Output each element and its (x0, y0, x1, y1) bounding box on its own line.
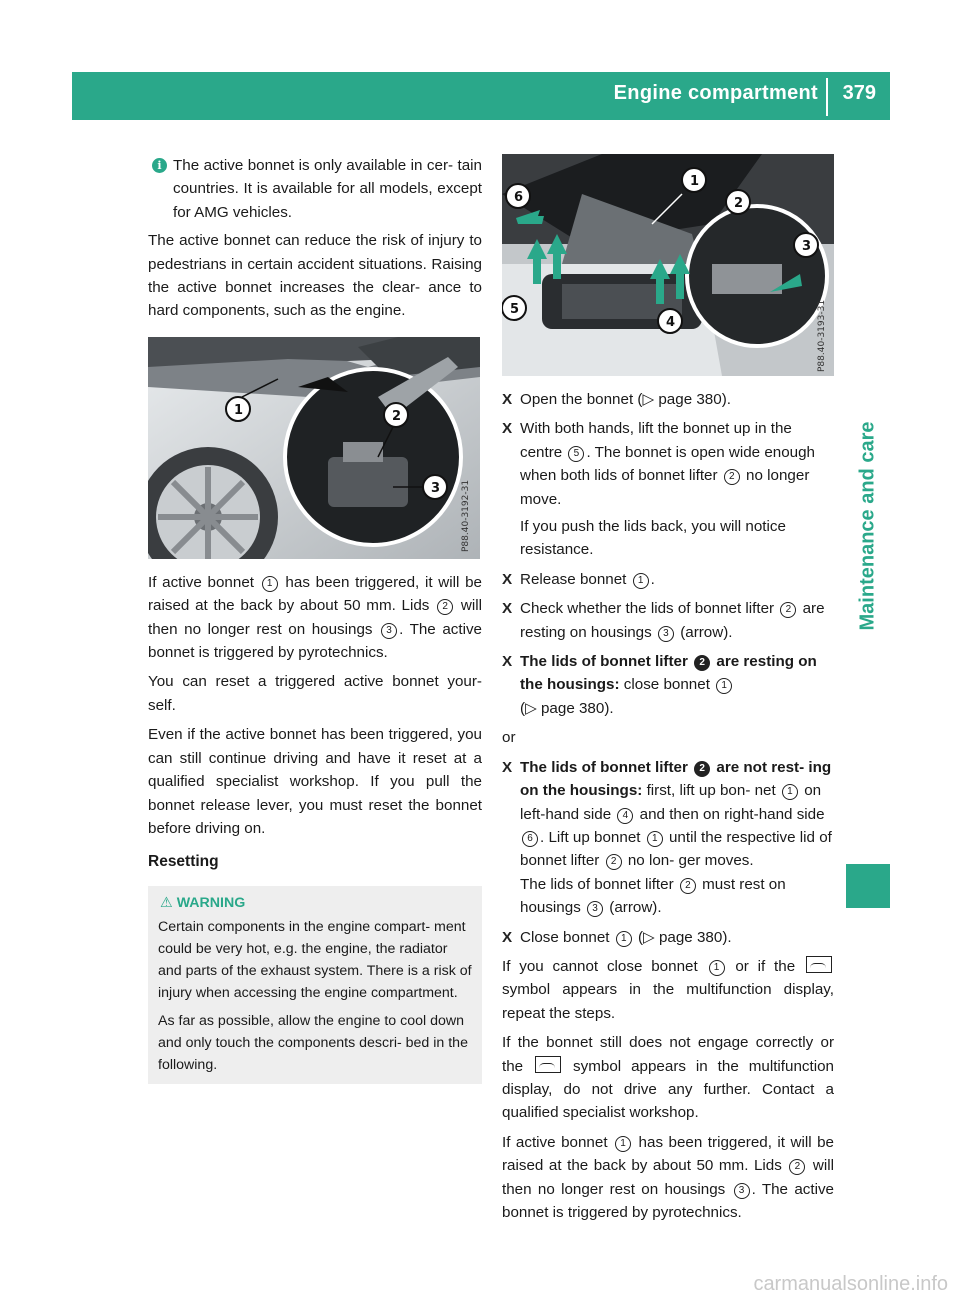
or-text: or (502, 729, 516, 747)
step-arrow-icon: X (502, 600, 513, 618)
figure2-callout-3 (794, 233, 818, 257)
step-open-bonnet: X Open the bonnet (▷ page 380). (502, 388, 834, 411)
step-release-bonnet: X Release bonnet 1 . (502, 568, 834, 591)
figure2-callout-5 (502, 296, 526, 320)
callout-1 (226, 397, 250, 421)
figure2-callout-4 (658, 309, 682, 333)
bonnet-open-symbol-icon (806, 956, 832, 973)
triggered-paragraph: If active bonnet 1 has been triggered, it will be raised at the back by about 50 mm. Lids 2 will then no longer rest on housings 3 . The active bonnet is triggered by pyrotechnics. (148, 573, 482, 662)
side-tab (846, 376, 890, 676)
step-arrow-icon: X (502, 928, 513, 946)
figure2-callout-2 (726, 190, 750, 214)
figure2-callout-6 (506, 184, 530, 208)
warning-text-1: Certain components in the engine compart- ment could be very hot, e.g. the engine, the radiator and parts of the exhaust system. There is a risk of injury when accessing the engine compartment. (158, 918, 472, 1001)
warning-title: ⚠ WARNING (160, 894, 246, 911)
watermark: carmanualsonline.info (753, 1273, 948, 1295)
figure-bonnet-open-illustration (502, 154, 834, 376)
header-divider (826, 78, 828, 116)
step-arrow-icon: X (502, 391, 513, 408)
info-note: i The active bonnet is only available in cer- tain countries. It is available for all models, except for AMG vehicles. (148, 154, 482, 224)
step-lids-resting: X The lids of bonnet lifter 2 are resting on the housings: close bonnet 1 (▷ page 380). (502, 650, 834, 720)
right-column (502, 154, 834, 1230)
svg-text:4: 4 (666, 315, 676, 330)
resetting-heading: Resetting (148, 853, 219, 871)
header-bar (72, 72, 890, 120)
svg-text:2: 2 (734, 196, 744, 211)
side-tab-label: Maintenance and care (856, 421, 879, 631)
svg-text:1: 1 (690, 174, 700, 189)
side-marker (846, 864, 890, 908)
svg-text:2: 2 (392, 408, 402, 424)
warning-text-2: As far as possible, allow the engine to cool down and only touch the components descri- bed in the following. (158, 1012, 468, 1073)
svg-text:3: 3 (802, 239, 812, 254)
figure2-callout-1 (682, 168, 706, 192)
left-column (148, 154, 482, 1084)
info-icon: i (152, 158, 167, 173)
step-arrow-icon: X (502, 420, 513, 438)
warning-icon: ⚠ (160, 894, 173, 911)
figure-code: P88.40-3192-31 (461, 479, 471, 552)
svg-text:6: 6 (514, 190, 524, 205)
step-arrow-icon: X (502, 758, 513, 776)
warning-box (148, 886, 482, 1084)
step-arrow-icon: X (502, 570, 513, 588)
svg-text:1: 1 (234, 402, 244, 418)
reset-paragraph: You can reset a triggered active bonnet your- self. (148, 673, 482, 714)
step-lift-bonnet: X With both hands, lift the bonnet up in the centre 5 . The bonnet is open wide enough when both lids of bonnet lifter 2 no longer move. If you push the lids back, you will notice resistance. (502, 417, 834, 561)
page-number: 379 (842, 82, 876, 104)
figure-bonnet-side-illustration (148, 337, 480, 559)
step-arrow-icon: X (502, 653, 513, 671)
figure2-code: P88.40-3193-31 (817, 299, 827, 372)
callout-3 (423, 475, 447, 499)
cannot-close-paragraph: If you cannot close bonnet 1 or if the symbol appears in the multifunction display, repeat the steps. (502, 957, 834, 1022)
step-check-lids: X Check whether the lids of bonnet lifter 2 are resting on housings 3 (arrow). (502, 597, 834, 644)
still-not-engage-paragraph: If the bonnet still does not engage correctly or the symbol appears in the multifunction display, do not drive any further. Contact a qualified specialist workshop. (502, 1034, 834, 1122)
bonnet-open-symbol-icon (535, 1056, 561, 1073)
callout-2 (384, 403, 408, 427)
figure-bonnet-side (148, 337, 480, 559)
figure-bonnet-open (502, 154, 834, 376)
continue-paragraph: Even if the active bonnet has been triggered, you can still continue driving and have it reset at a qualified specialist workshop. If you pull the bonnet release lever, you must reset the bonnet before driving on. (148, 726, 482, 837)
svg-text:3: 3 (431, 480, 441, 496)
step-lids-not-resting: X The lids of bonnet lifter 2 are not rest- ing on the housings: first, lift up bon- net 1 on left-hand side 4 and then on right-hand side 6 . Lift up bonnet 1 until the respective lid of bonnet lifter 2 no lon- ger moves. The lids of bonnet lifter 2 must rest on housings 3 (arrow). (502, 756, 834, 920)
triggered-repeat-paragraph: If active bonnet 1 has been triggered, it will be raised at the back by about 50 mm. Lids 2 will then no longer rest on housings 3 . The active bonnet is triggered by pyrotechnics. (502, 1133, 834, 1221)
step-close-bonnet: X Close bonnet 1 (▷ page 380). (502, 926, 834, 949)
intro-paragraph: The active bonnet can reduce the risk of injury to pedestrians in certain accident situations. Raising the active bonnet increases the clear- ance to hard components, such as the engine. (148, 232, 482, 320)
section-title: Engine compartment (613, 82, 818, 104)
svg-text:5: 5 (510, 302, 520, 317)
